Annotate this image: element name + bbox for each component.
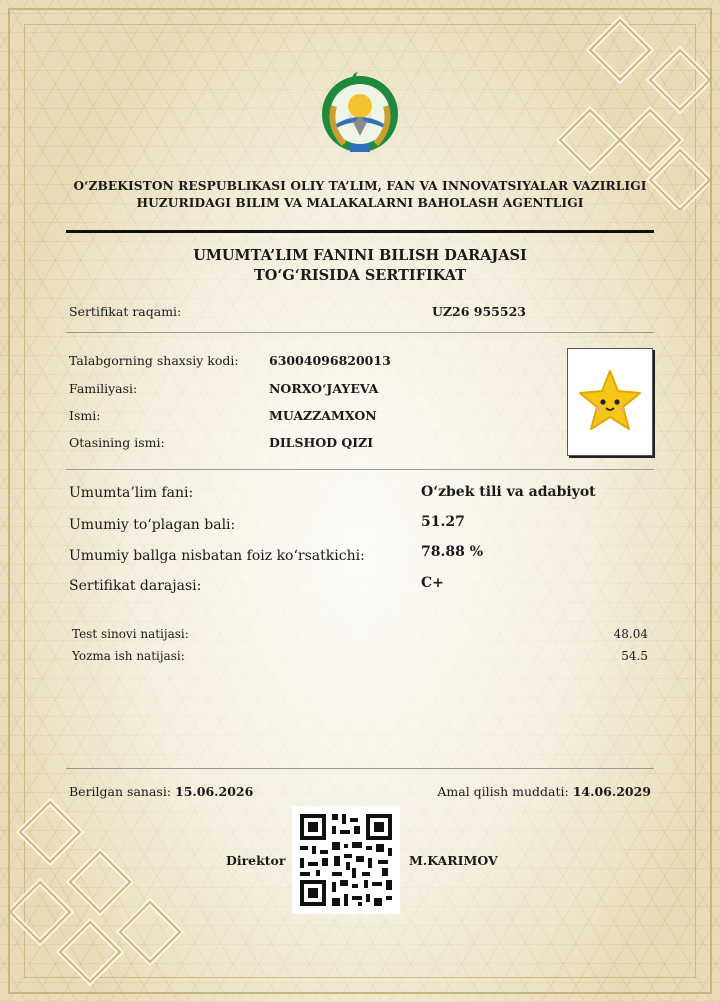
patronymic-value: DILSHOD QIZI [269,435,374,450]
state-emblem-icon [314,66,406,158]
level-label: Sertifikat darajasi: [69,578,202,594]
subject-value: O‘zbek tili va adabiyot [421,484,596,500]
corner-ornament-icon [10,792,210,992]
percent-value: 78.88 % [421,544,484,560]
ministry-line-1: O‘ZBEKISTON RESPUBLIKASI OLIY TA’LIM, FAN VA INNOVATSIYALAR VAZIRLIGI [73,179,647,193]
certificate-number-value: UZ26 955523 [432,304,526,319]
name-value: MUAZZAMXON [269,408,377,423]
issued-label: Berilgan sanasi: [69,784,172,799]
test-result-label: Test sinovi natijasi: [72,627,189,641]
divider [66,332,654,333]
score-label: Umumiy to‘plagan bali: [69,517,236,533]
issued-value: 15.06.2026 [175,784,254,799]
surname-value: NORXO‘JAYEVA [269,381,379,396]
level-value: C+ [421,575,444,591]
certificate-title [40,246,680,286]
divider [66,768,654,769]
valid-until [437,784,651,799]
star-avatar-icon [568,349,652,455]
pin-label: Talabgorning shaxsiy kodi: [69,353,239,368]
pin-value: 63004096820013 [269,353,391,368]
title-line-2: TO‘G‘RISIDA SERTIFIKAT [253,267,467,284]
valid-value: 14.06.2029 [572,784,651,799]
name-label: Ismi: [69,408,101,423]
title-line-1: UMUMTA’LIM FANINI BILISH DARAJASI [193,247,527,264]
surname-label: Familiyasi: [69,381,138,396]
qr-code-icon[interactable] [292,806,400,914]
score-value: 51.27 [421,514,465,530]
test-result-value: 48.04 [613,627,648,641]
issued-date [69,784,253,799]
percent-label: Umumiy ballga nisbatan foiz ko‘rsatkichi: [69,548,365,564]
ministry-header [40,178,680,212]
photo-frame [567,348,653,456]
header-divider [66,230,654,233]
director-name: M.KARIMOV [409,853,498,868]
subject-label: Umumta’lim fani: [69,485,194,501]
written-result-label: Yozma ish natijasi: [72,649,185,663]
written-result-value: 54.5 [621,649,648,663]
valid-label: Amal qilish muddati: [437,784,569,799]
director-label: Direktor [226,853,286,868]
divider [66,469,654,470]
certificate-number-label: Sertifikat raqami: [69,304,182,319]
patronymic-label: Otasining ismi: [69,435,165,450]
ministry-line-2: HUZURIDAGI BILIM VA MALAKALARNI BAHOLASH AGENTLIGI [136,196,584,210]
